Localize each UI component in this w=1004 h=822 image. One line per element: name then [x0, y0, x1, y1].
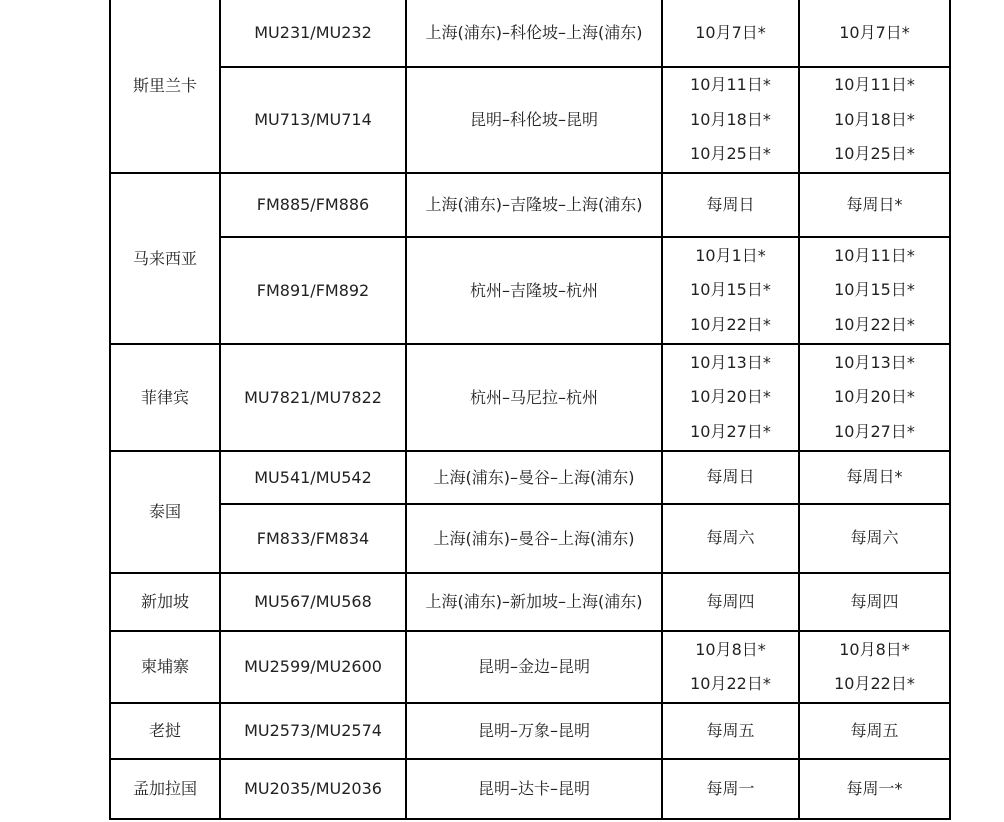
date-entry: 10月13日* — [690, 352, 771, 372]
date-entry: 10月20日* — [834, 387, 915, 407]
table-row — [110, 173, 950, 237]
dates-column-a-cell — [662, 67, 799, 173]
flight-number-cell: MU541/MU542 — [220, 451, 406, 504]
date-entry: 10月22日* — [834, 674, 915, 693]
flight-number-cell: FM885/FM886 — [220, 173, 406, 237]
table-row — [110, 703, 950, 759]
date-entry: 10月18日* — [690, 109, 771, 129]
date-entry: 每周日 — [706, 467, 755, 487]
date-entry: 每周日* — [846, 194, 903, 214]
country-cell: 斯里兰卡 — [110, 0, 220, 173]
country-cell: 泰国 — [110, 451, 220, 573]
country-cell: 老挝 — [110, 703, 220, 759]
flight-number-cell: MU231/MU232 — [220, 0, 406, 67]
country-cell: 新加坡 — [110, 573, 220, 631]
country-cell: 马来西亚 — [110, 173, 220, 344]
table-row — [110, 344, 950, 451]
date-entry: 10月27日* — [834, 421, 915, 441]
table-row — [110, 504, 950, 573]
dates-column-a-cell — [662, 173, 799, 237]
date-entry: 10月13日* — [834, 352, 915, 372]
flight-schedule-table — [109, 0, 951, 820]
route-cell: 上海(浦东)–曼谷–上海(浦东) — [406, 451, 662, 504]
date-entry: 10月11日* — [690, 75, 771, 95]
date-entry: 10月11日* — [834, 75, 915, 95]
date-entry: 每周日 — [706, 194, 755, 214]
route-cell: 上海(浦东)–曼谷–上海(浦东) — [406, 504, 662, 573]
date-entry: 每周五 — [850, 720, 899, 740]
route-cell: 昆明–达卡–昆明 — [406, 759, 662, 819]
table-row — [110, 0, 950, 67]
date-entry: 每周一 — [706, 778, 755, 798]
dates-column-a-cell — [662, 573, 799, 631]
date-entry: 每周日* — [846, 467, 903, 487]
date-entry: 10月27日* — [690, 421, 771, 441]
table-row — [110, 573, 950, 631]
route-cell: 昆明–科伦坡–昆明 — [406, 67, 662, 173]
flight-schedule-body — [110, 0, 950, 819]
date-entry: 每周一* — [846, 778, 903, 798]
dates-column-b-cell — [799, 504, 950, 573]
date-entry: 10月8日* — [695, 639, 766, 659]
dates-column-b-cell — [799, 573, 950, 631]
dates-column-b-cell — [799, 703, 950, 759]
flight-number-cell: MU7821/MU7822 — [220, 344, 406, 451]
dates-column-b-cell — [799, 0, 950, 67]
dates-column-b-cell — [799, 237, 950, 344]
route-cell: 杭州–马尼拉–杭州 — [406, 344, 662, 451]
date-entry: 10月11日* — [834, 245, 915, 265]
dates-column-a-cell — [662, 451, 799, 504]
table-row — [110, 67, 950, 173]
route-cell: 上海(浦东)–科伦坡–上海(浦东) — [406, 0, 662, 67]
date-entry: 10月18日* — [834, 109, 915, 129]
country-cell: 柬埔寨 — [110, 631, 220, 703]
date-entry: 每周六 — [706, 528, 755, 548]
date-entry: 10月22日* — [834, 314, 915, 334]
dates-column-a-cell — [662, 703, 799, 759]
date-entry: 每周四 — [850, 591, 899, 611]
date-entry: 10月22日* — [690, 674, 771, 693]
route-cell: 上海(浦东)–吉隆坡–上海(浦东) — [406, 173, 662, 237]
country-cell: 菲律宾 — [110, 344, 220, 451]
flight-number-cell: MU713/MU714 — [220, 67, 406, 173]
dates-column-a-cell — [662, 0, 799, 67]
date-entry: 10月15日* — [690, 280, 771, 300]
route-cell: 昆明–万象–昆明 — [406, 703, 662, 759]
dates-column-a-cell — [662, 631, 799, 703]
date-entry: 10月1日* — [695, 245, 766, 265]
table-row — [110, 631, 950, 703]
dates-column-b-cell — [799, 67, 950, 173]
route-cell: 杭州–吉隆坡–杭州 — [406, 237, 662, 344]
flight-number-cell: FM891/FM892 — [220, 237, 406, 344]
date-entry: 10月25日* — [690, 144, 771, 164]
date-entry: 10月25日* — [834, 144, 915, 164]
dates-column-b-cell — [799, 173, 950, 237]
dates-column-a-cell — [662, 344, 799, 451]
date-entry: 10月7日* — [695, 22, 766, 42]
date-entry: 每周五 — [706, 720, 755, 740]
route-cell: 昆明–金边–昆明 — [406, 631, 662, 703]
dates-column-b-cell — [799, 631, 950, 703]
dates-column-a-cell — [662, 504, 799, 573]
flight-number-cell: MU2573/MU2574 — [220, 703, 406, 759]
date-entry: 10月22日* — [690, 314, 771, 334]
dates-column-a-cell — [662, 759, 799, 819]
date-entry: 10月20日* — [690, 387, 771, 407]
table-row — [110, 759, 950, 819]
dates-column-b-cell — [799, 451, 950, 504]
date-entry: 每周四 — [706, 591, 755, 611]
date-entry: 10月7日* — [839, 22, 910, 42]
dates-column-b-cell — [799, 344, 950, 451]
flight-number-cell: FM833/FM834 — [220, 504, 406, 573]
flight-number-cell: MU2599/MU2600 — [220, 631, 406, 703]
table-row — [110, 451, 950, 504]
dates-column-a-cell — [662, 237, 799, 344]
route-cell: 上海(浦东)–新加坡–上海(浦东) — [406, 573, 662, 631]
date-entry: 每周六 — [850, 528, 899, 548]
flight-number-cell: MU2035/MU2036 — [220, 759, 406, 819]
flight-number-cell: MU567/MU568 — [220, 573, 406, 631]
table-row — [110, 237, 950, 344]
date-entry: 10月8日* — [839, 639, 910, 659]
date-entry: 10月15日* — [834, 280, 915, 300]
country-cell: 孟加拉国 — [110, 759, 220, 819]
dates-column-b-cell — [799, 759, 950, 819]
